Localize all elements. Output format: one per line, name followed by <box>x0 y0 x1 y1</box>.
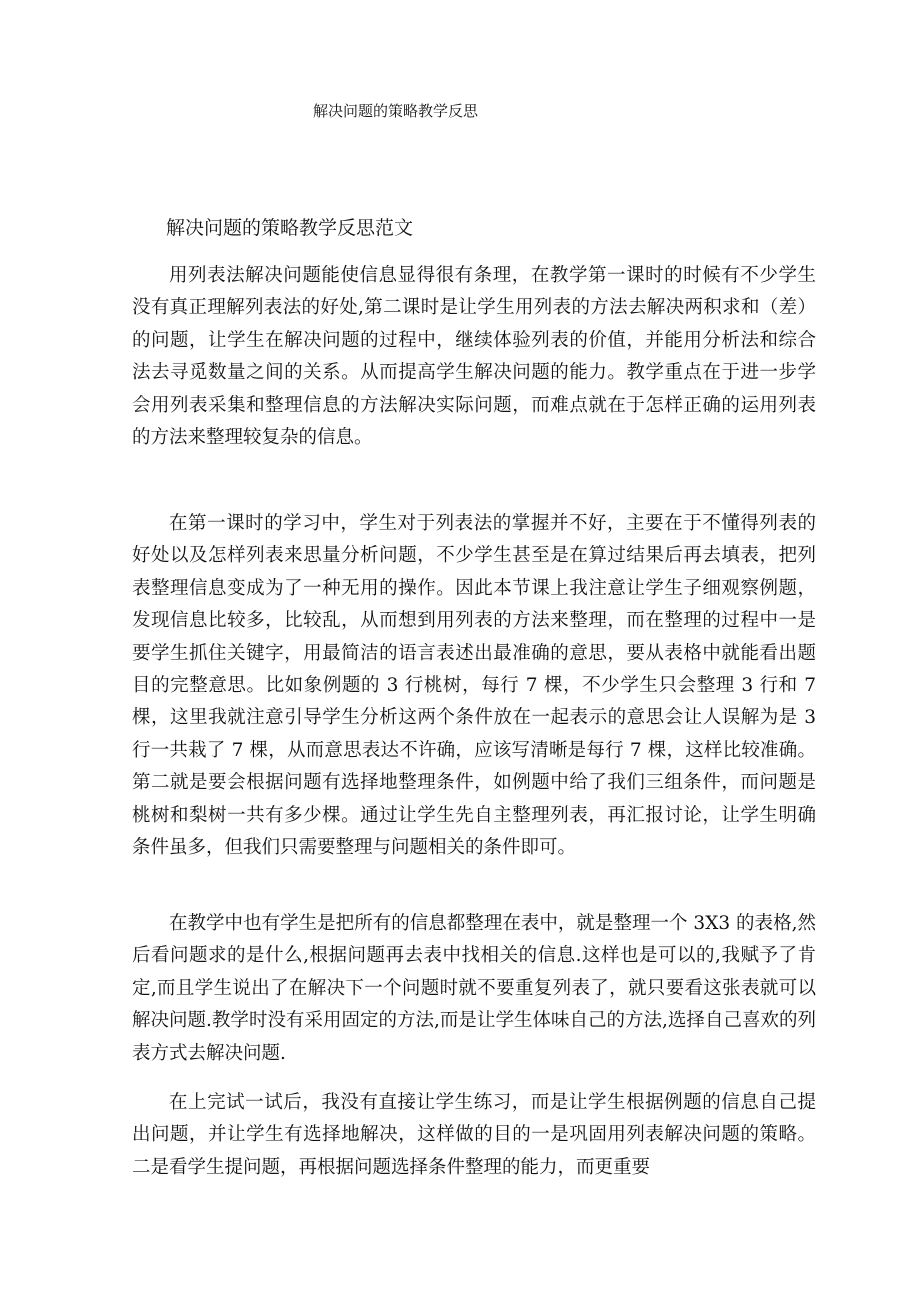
header-title: 解决问题的策略教学反思 <box>313 102 479 120</box>
paragraph-3: 在教学中也有学生是把所有的信息都整理在表中，就是整理一个 3X3 的表格,然后看问题求的是什么,根据问题再去表中找相关的信息.这样也是可以的,我赋予了肯定,而且学生说出了在解决下一个问题时就不要重复列表了，就只要看这张表就可以解决问题.教学时没有采用固定的方法,而是让学生体味自己的方法,选择自己喜欢的列表方式去解决问题. <box>132 913 816 1064</box>
paragraph-2: 在第一课时的学习中，学生对于列表法的掌握并不好，主要在于不懂得列表的好处以及怎样列表来思量分析问题，不少学生甚至是在算过结果后再去填表，把列表整理信息变成为了一种无用的操作。因此本节课上我注意让学生子细观察例题，发现信息比较多，比较乱，从而想到用列表的方法来整理，而在整理的过程中一是要学生抓住关键字，用最简洁的语言表述出最准确的意思，要从表格中就能看出题目的完整意思。比如象例题的 3 行桃树，每行 7 棵，不少学生只会整理 3 行和 7 棵，这里我就注意引导学生分析这两个条件放在一起表示的意思会让人误解为是 3 行一共栽了 7 棵，从而意思表达不许确，应该写清晰是每行 7 棵，这样比较准确。第二就是要会根据问题有选择地整理条件，如例题中给了我们三组条件，而问题是桃树和梨树一共有多少棵。通过让学生先自主整理列表，再汇报讨论，让学生明确条件虽多，但我们只需要整理与问题相关的条件即可。 <box>132 513 816 859</box>
paragraph-1: 用列表法解决问题能使信息显得很有条理，在教学第一课时的时候有不少学生没有真正理解列表法的好处,第二课时是让学生用列表的方法去解决两积求和（差）的问题，让学生在解决问题的过程中，继续体验列表的价值，并能用分析法和综合法去寻觅数量之间的关系。从而提高学生解决问题的能力。教学重点在于进一步学会用列表采集和整理信息的方法解决实际问题，而难点就在于怎样正确的运用列表的方法来整理较复杂的信息。 <box>132 265 816 449</box>
paragraph-4: 在上完试一试后，我没有直接让学生练习，而是让学生根据例题的信息自己提出问题，并让学生有选择地解决，这样做的目的一是巩固用列表解决问题的策略。二是看学生提问题，再根据问题选择条件整理的能力，而更重要 <box>132 1092 816 1178</box>
document-title: 解决问题的策略教学反思范文 <box>166 217 414 239</box>
